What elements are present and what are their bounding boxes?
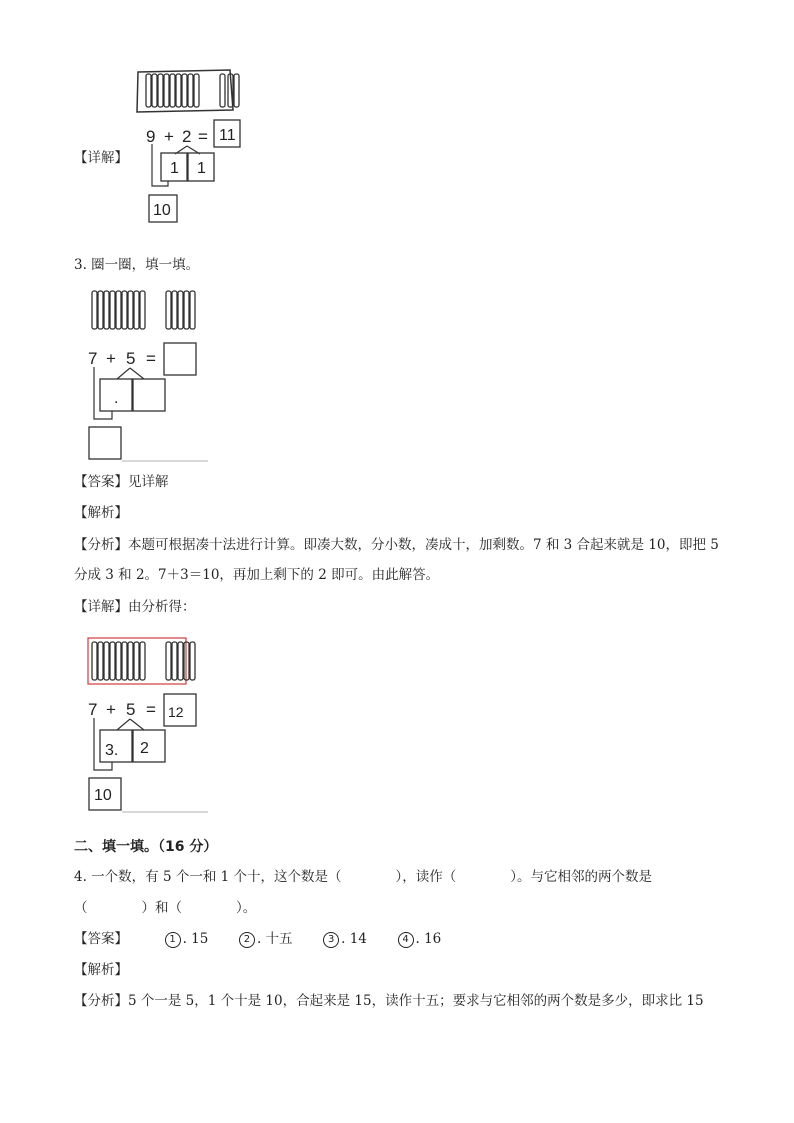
q4-fenxi-row (74, 991, 704, 1011)
plus-sign: + (106, 700, 116, 719)
equals-sign: = (146, 700, 156, 719)
figure-sticks-9-plus-2 (130, 62, 270, 232)
addend-7: 7 (88, 349, 98, 368)
addend-9: 9 (146, 127, 156, 146)
split-lines (117, 368, 144, 379)
fenxi-tag: 【分析】 (74, 537, 128, 553)
result-12: 12 (168, 704, 184, 720)
sticks-group-2 (228, 74, 239, 107)
q4-line-1: 4. 一个数，有 5 个一和 1 个十，这个数是（ ），读作（ ）。与它相邻的两个数是 (74, 869, 653, 885)
sticks-group-7 (92, 642, 145, 680)
plus-sign: + (106, 349, 116, 368)
result-box-blank (164, 343, 196, 375)
plus-sign: + (164, 127, 174, 146)
detail-label: 【详解】 (74, 150, 128, 166)
addend-2: 2 (182, 127, 192, 146)
bracket-line (152, 144, 168, 186)
q3-fenxi-line-2: 分成 3 和 2。7＋3＝10，再加上剩下的 2 即可。由此解答。 (74, 567, 440, 583)
figure-sticks-7-plus-5-blank (82, 285, 222, 465)
circled-number-3: 3 (323, 932, 339, 948)
split-box-2-blank (133, 379, 165, 411)
answer-item-4: 4 . 16 (398, 931, 442, 947)
answer-item-1: 1 . 15 (165, 931, 209, 947)
answer-tag: 【答案】 (74, 474, 128, 490)
fenxi-tag: 【分析】 (74, 993, 128, 1009)
q3-answer-row (74, 472, 169, 492)
addend-5: 5 (126, 349, 136, 368)
split-value-2: 1 (197, 160, 206, 177)
xiangjie-tag: 【详解】 (74, 599, 128, 615)
answer-text: 见详解 (128, 474, 169, 490)
ten-value: 10 (94, 787, 112, 804)
ten-box-blank (89, 427, 121, 459)
q3-jiexi-tag: 【解析】 (74, 505, 128, 521)
addend-7: 7 (88, 700, 98, 719)
circled-number-1: 1 (165, 932, 181, 948)
sticks-group-7 (92, 291, 145, 329)
split-lines (117, 719, 144, 730)
fenxi-text: 5 个一是 5，1 个十是 10，合起来是 15，读作十五；要求与它相邻的两个数是多少，即求比 15 (128, 993, 704, 1009)
stray-dot: . (114, 390, 119, 407)
answer-item-3: 3 . 14 (323, 931, 367, 947)
split-value-1: 1 (170, 160, 179, 177)
equals-sign: = (198, 127, 208, 146)
circled-number-4: 4 (398, 932, 414, 948)
q3-fenxi-row (74, 535, 719, 555)
q3-xiangjie-row (74, 597, 196, 617)
q4-answer-row (74, 929, 441, 949)
sticks-group-5 (166, 291, 195, 329)
split-value-2: 2 (140, 740, 149, 757)
answer-item-2: 2 . 十五 (239, 931, 293, 947)
addend-5: 5 (126, 700, 136, 719)
figure-sticks-7-plus-5-solved (82, 634, 222, 816)
sticks-group-9 (146, 74, 225, 107)
sticks-group-5 (166, 642, 195, 680)
q4-jiexi-tag: 【解析】 (74, 962, 128, 978)
split-box-2 (133, 730, 165, 762)
result-11: 11 (219, 127, 236, 144)
split-value-3: 3. (105, 742, 119, 759)
xiangjie-text: 由分析得： (128, 599, 196, 615)
answer-tag: 【答案】 (74, 931, 128, 947)
ten-value: 10 (153, 202, 171, 219)
q3-title: 3. 圈一圈，填一填。 (74, 257, 200, 273)
q4-line-2: （ ）和（ ）。 (74, 900, 257, 916)
section-heading: 二、填一填。（16 分） (74, 839, 218, 855)
circled-number-2: 2 (239, 932, 255, 948)
equals-sign: = (146, 349, 156, 368)
fenxi-line-1: 本题可根据凑十法进行计算。即凑大数，分小数，凑成十，加剩数。7 和 3 合起来就是 10，即把 5 (128, 537, 719, 553)
